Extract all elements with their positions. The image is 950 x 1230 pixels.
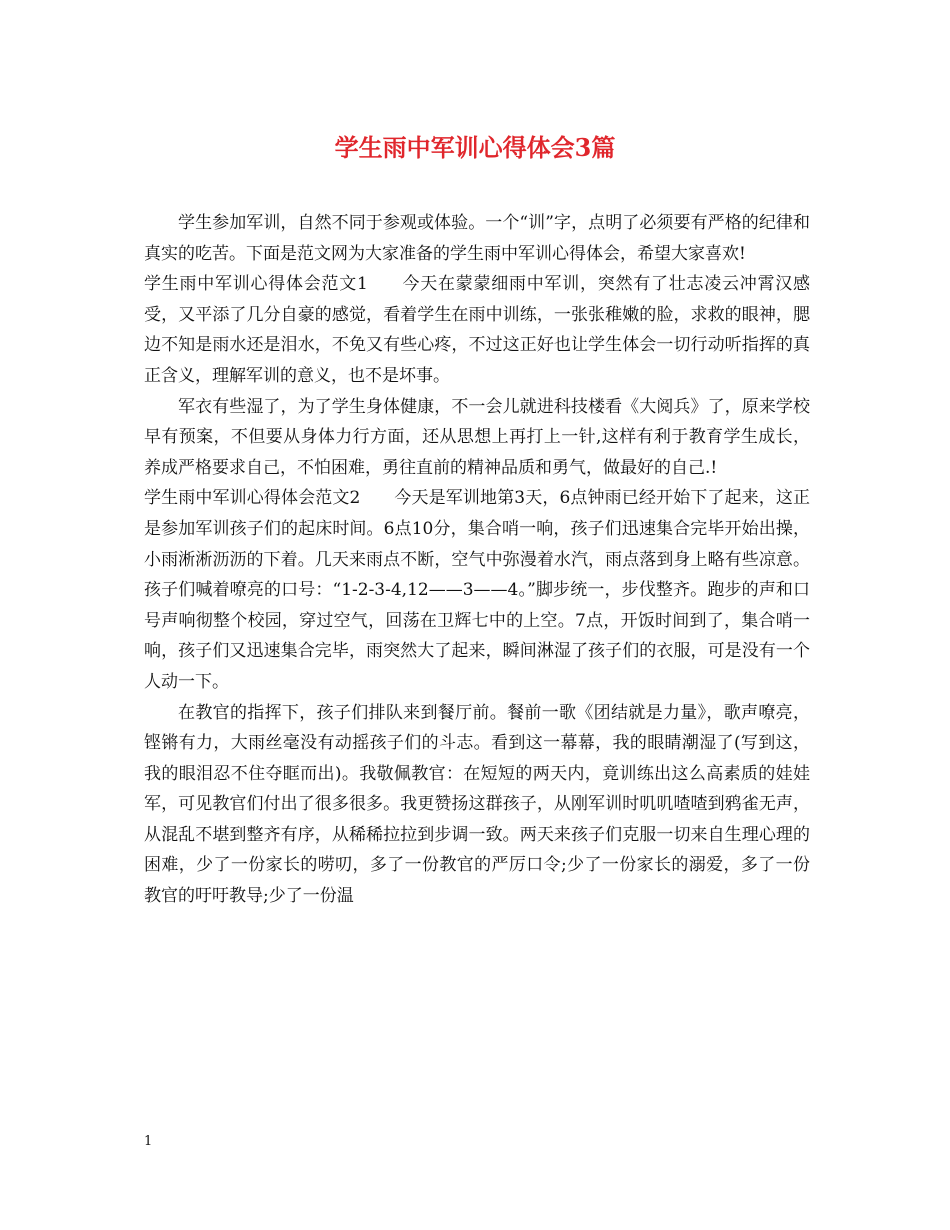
page-number: 1	[144, 1134, 153, 1149]
section-2-paragraph-2: 在教官的指挥下，孩子们排队来到餐厅前。餐前一歌《团结就是力量》，歌声嘹亮，铿锵有力，大雨丝毫没有动摇孩子们的斗志。看到这一幕幕，我的眼睛潮湿了(写到这，我的眼泪忍不住夺眶而出)。我敬佩教官：在短短的两天内，竟训练出这么高素质的娃娃军，可见教官们付出了很多很多。我更赞扬这群孩子，从刚军训时叽叽喳喳到鸦雀无声，从混乱不堪到整齐有序，从稀稀拉拉到步调一致。两天来孩子们克服一切来自生理心理的困难，少了一份家长的唠叨，多了一份教官的严厉口令;少了一份家长的溺爱，多了一份教官的吁吁教导;少了一份温	[144, 702, 810, 907]
document-body	[144, 208, 810, 912]
section-2-heading: 学生雨中军训心得体会范文2	[144, 488, 361, 509]
section-2-paragraph	[144, 483, 810, 697]
section-1-paragraph	[144, 269, 810, 391]
section-1-heading: 学生雨中军训心得体会范文1	[144, 274, 368, 295]
section-2-text: 今天是军训地第3天，6点钟雨已经开始下了起来，这正是参加军训孩子们的起床时间。6点10分，集合哨一响，孩子们迅速集合完毕开始出操，小雨淅淅沥沥的下着。几天来雨点不断，空气中弥漫着水汽，雨点落到身上略有些凉意。孩子们喊着嘹亮的口号：“1-2-3-4,12——3——4。”脚步统一，步伐整齐。跑步的声和口号声响彻整个校园，穿过空气，回荡在卫辉七中的上空。7点，开饭时间到了，集合哨一响，孩子们又迅速集合完毕，雨突然大了起来，瞬间淋湿了孩子们的衣服，可是没有一个人动一下。	[144, 488, 810, 692]
intro-paragraph: 学生参加军训，自然不同于参观或体验。一个“训”字，点明了必须要有严格的纪律和真实的吃苦。下面是范文网为大家准备的学生雨中军训心得体会，希望大家喜欢!	[144, 213, 810, 264]
page-title: 学生雨中军训心得体会3篇	[334, 133, 616, 162]
section-1-text: 今天在蒙蒙细雨中军训，突然有了壮志凌云冲霄汉感受，又平添了几分自豪的感觉，看着学生在雨中训练，一张张稚嫩的脸，求救的眼神，腮边不知是雨水还是泪水，不免又有些心疼，不过这正好也让学生体会一切行动听指挥的真正含义，理解军训的意义，也不是坏事。	[144, 274, 810, 386]
section-1-paragraph-2: 军衣有些湿了，为了学生身体健康，不一会儿就进科技楼看《大阅兵》了，原来学校早有预案，不但要从身体力行方面，还从思想上再打上一针,这样有利于教育学生成长，养成严格要求自己，不怕困难，勇往直前的精神品质和勇气，做最好的自己.!	[144, 396, 810, 478]
